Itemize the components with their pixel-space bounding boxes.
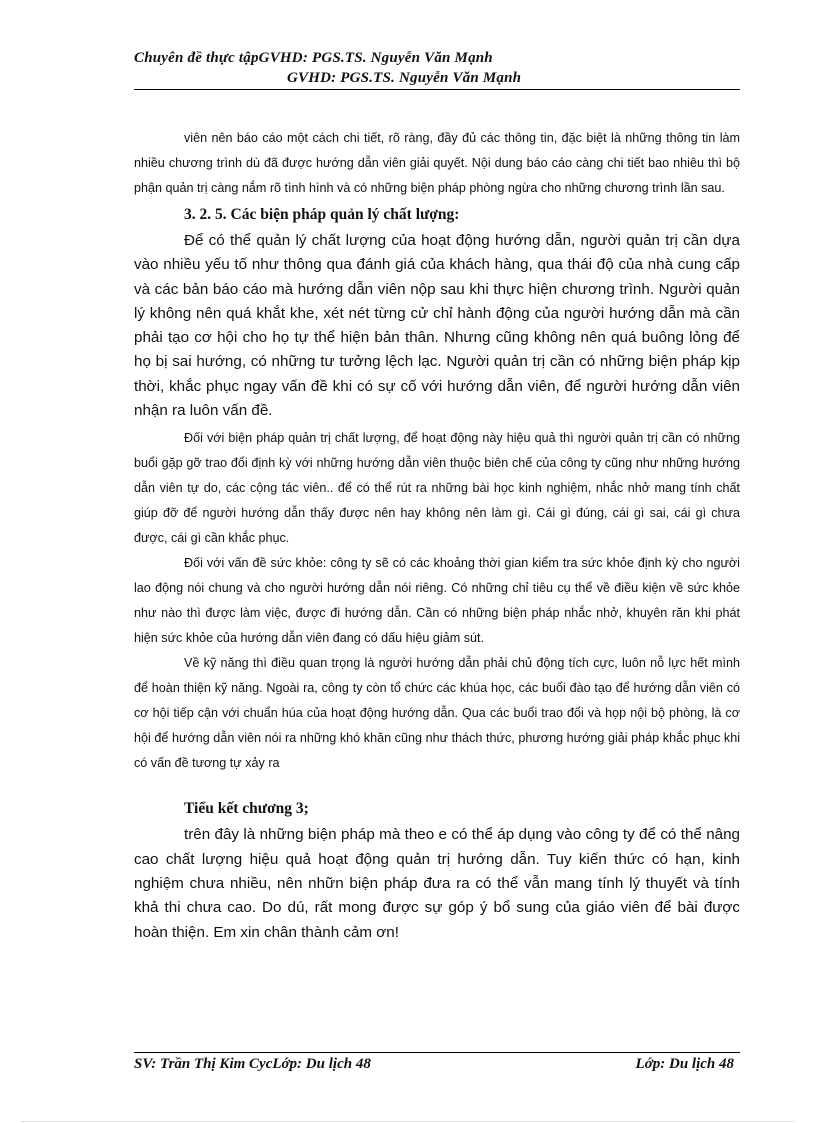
page-bottom-border [22, 1121, 794, 1122]
header-line-1: Chuyên đề thực tậpGVHD: PGS.TS. Nguyễn Văn Mạnh [134, 50, 493, 66]
paragraph-quality-management: Để có thể quản lý chất lượng của hoạt động hướng dẫn, người quản trị cần dựa vào nhiều yếu tố như thông qua đánh giá của khách hàng, qua thái độ của nhà cung cấp và các bản báo cáo mà hướng dẫn viên nộp sau khi thực hiện chương trình. Người quản lý không nên quá khắt khe, xét nét từng cử chỉ hành động của người hướng dẫn mà cần phải tạo cơ hội cho họ tự thể hiện bản thân. Nhưng cũng không nên quá buông lỏng để họ bị sai hướng, có những tư tưởng lệch lạc. Người quản trị cần có những biện pháp kịp thời, khắc phục ngay vấn đề khi có sự cố với hướng dẫn viên, để người hướng dẫn viên nhận ra luôn vấn đề. [134, 232, 740, 420]
footer-class: Lớp: Du lịch 48 [635, 1056, 734, 1072]
footer-student: SV: Trần Thị Kim CycLớp: Du lịch 48 [134, 1056, 371, 1072]
page-header [134, 48, 740, 88]
footer-divider [134, 1052, 740, 1053]
paragraph-skills: Về kỹ năng thì điều quan trọng là người hướng dẫn phải chủ động tích cực, luôn nỗ lực hết mình để hoàn thiện kỹ năng. Ngoài ra, công ty còn tổ chức các khúa học, các buổi đào tạo để hướng dẫn viên có cơ hội tiếp cận với chuẩn húa của hoạt động hướng dẫn. Qua các buổi trao đổi và họp nội bộ phòng, là cơ hội để hướng dẫn viên nói ra những khó khăn cũng như thách thức, phương hướng giải pháp khắc phục khi có vấn đề tương tự xảy ra [134, 656, 740, 771]
paragraph-continuation: viên nên báo cáo một cách chi tiết, rõ ràng, đầy đủ các thông tin, đặc biệt là những thông tin làm nhiều chương trình dù đã được hướng dẫn viên giải quyết. Nội dung báo cáo càng chi tiết bao nhiêu thì bộ phận quản trị càng nắm rõ tình hình và có những biện pháp phòng ngừa cho những chương trình lần sau. [134, 131, 740, 195]
section-heading-quality-measures: 3. 2. 5. Các biện pháp quản lý chất lượng: [184, 206, 460, 223]
document-body [134, 126, 740, 945]
header-line-2: GVHD: PGS.TS. Nguyễn Văn Mạnh [287, 70, 522, 86]
paragraph-quality-measures: Đối với biện pháp quản trị chất lượng, để hoạt động này hiệu quả thì người quản trị cần có những buổi gặp gỡ trao đổi định kỳ với những hướng dẫn viên thuộc biên chế của công ty cũng như những hướng dẫn viên tự do, các cộng tác viên.. để có thể rút ra những bài học kinh nghiệm, nhắc nhở mang tính chất giúp đỡ để người hướng dẫn thấy được nên hay không nên làm gì. Cái gì đúng, cái gì sai, cái gì chưa được, cái gì cần khắc phục. [134, 431, 740, 546]
paragraph-health: Đối với vấn đề sức khỏe: công ty sẽ có các khoảng thời gian kiểm tra sức khỏe định kỳ cho người lao động nói chung và cho người hướng dẫn nói riêng. Có những chỉ tiêu cụ thể về điều kiện về sức khỏe như nào thì được làm việc, được đi hướng dẫn. Cần có những biện pháp nhắc nhở, khuyên răn khi phát hiện sức khỏe của hướng dẫn viên đang có dấu hiệu giảm sút. [134, 556, 740, 646]
chapter-summary-heading: Tiểu kết chương 3; [184, 800, 309, 818]
header-divider [134, 89, 740, 90]
page-footer [134, 1056, 740, 1078]
paragraph-chapter-summary: trên đây là những biện pháp mà theo e có thể áp dụng vào công ty để có thể nâng cao chất lượng hiệu quả hoạt động quản trị hướng dẫn. Tuy kiến thức có hạn, kinh nghiệm chưa nhiều, nên nhữn biện pháp đưa ra có thể vẫn mang tính lý thuyết và tính khả thi chưa cao. Do dú, rất mong được sự góp ý bổ sung của giáo viên để bài được hoàn thiện. Em xin chân thành cảm ơn! [134, 826, 740, 941]
